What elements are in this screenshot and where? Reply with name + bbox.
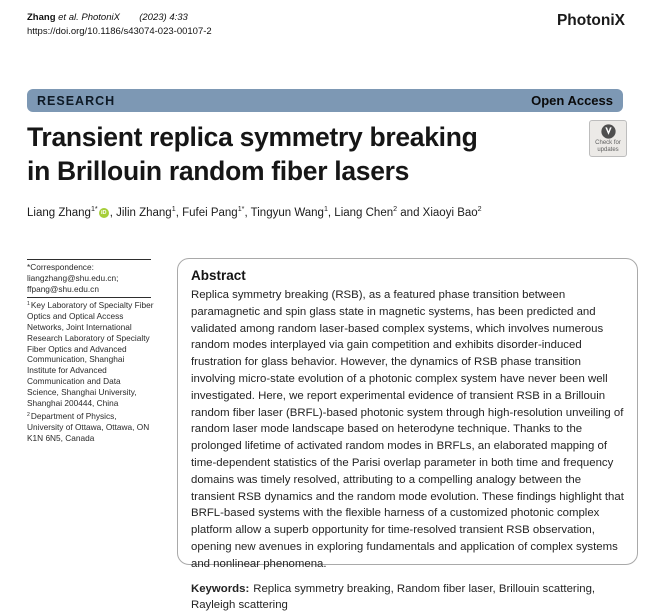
author: Tingyun Wang$^1$	[250, 205, 328, 219]
author: Xiaoyi Bao$^2$	[422, 205, 482, 219]
title-line-2: in Brillouin random fiber lasers	[27, 156, 410, 186]
check-for-updates-label: Check for updates	[595, 140, 621, 153]
author-separator: and	[397, 207, 423, 219]
citation-journal-italic: et al. PhotoniX	[58, 12, 120, 23]
correspondence-label: *Correspondence:	[27, 262, 94, 272]
doi-link[interactable]: https://doi.org/10.1186/s43074-023-00107-2	[27, 26, 212, 37]
citation-author: Zhang	[27, 12, 56, 23]
affiliation: $^2$Department of Physics, University of Ottawa, Ottawa, ON K1N 6N5, Canada	[27, 411, 150, 443]
author: Liang Zhang$^{1*}$	[27, 205, 98, 219]
sidebar-divider	[27, 259, 151, 260]
author: Fufei Pang$^{1*}$	[182, 205, 245, 219]
keywords-label: Keywords:	[191, 582, 250, 595]
author-separator: ,	[109, 207, 117, 219]
author-separator: ,	[175, 207, 183, 219]
sidebar-footnotes	[27, 259, 154, 447]
sidebar-divider	[27, 297, 151, 298]
article-type-label: RESEARCH	[37, 93, 116, 108]
keywords-line	[191, 581, 624, 614]
article-type-bar	[27, 89, 623, 112]
author-separator: ,	[327, 207, 335, 219]
correspondence-email[interactable]: liangzhang@shu.edu.cn;	[27, 272, 119, 283]
page-title	[27, 120, 478, 188]
affiliation: $^1$Key Laboratory of Specialty Fiber Optics and Optical Access Networks, Joint International Research Laboratory of Specialty Fiber Optics and Advanced Communication, Shanghai Institute for Advanced Communication and Data Science, Shanghai University, Shanghai 200444, China	[27, 300, 154, 408]
abstract-heading: Abstract	[191, 268, 246, 283]
author-list	[27, 207, 482, 219]
correspondence-block	[27, 262, 154, 294]
title-line-1: Transient replica symmetry breaking	[27, 122, 478, 152]
journal-logo: PhotoniX	[556, 12, 625, 29]
open-access-label: Open Access	[531, 93, 613, 108]
correspondence-email[interactable]: ffpang@shu.edu.cn	[27, 283, 99, 294]
check-for-updates-button[interactable]	[589, 120, 627, 157]
orcid-icon[interactable]: iD	[99, 208, 109, 218]
author-separator: ,	[244, 207, 251, 219]
keywords-text: Replica symmetry breaking, Random fiber laser, Brillouin scattering, Rayleigh scattering	[191, 582, 596, 612]
abstract-box	[177, 258, 638, 612]
author: Jilin Zhang$^1$	[116, 205, 176, 219]
abstract-body: Replica symmetry breaking (RSB), as a featured phase transition between paramagnetic and spin glass state in magnetic systems, has been predicted and validated among random laser-based complex systems, which involves numerous random modes interplayed via gain competition and exhibits disorder-induced frustration for glass behavior. However, the dynamics of RSB phase transition involving micro-state evolution of a photonic complex system have never been well investigated. Here, we report experimental evidence of transient RSB in a Brillouin random fiber laser (BRFL)-based photonic system through high-resolution unveiling of random laser mode landscape based on heterodyne technique. Thanks to the prolonged lifetime of activated random modes in BRFLs, an elaborated mapping of time-dependent statistics of the Parisi overlap parameter in both time and frequency domains was timely resolved, attributing to a compelling analogy between the transient RSB dynamics and the random mode evolution. These findings highlight that BRFL-based systems with the flexible harness of a customized photonic complex platform allow a superb opportunity for time-resolved transient RSB observation, opening new avenues in exploring fundamentals and application of complex systems and nonlinear phenomena.	[191, 289, 624, 570]
citation-detail: (2023) 4:33	[139, 12, 188, 23]
author: Liang Chen$^2$	[334, 205, 398, 219]
crossmark-icon	[601, 124, 616, 139]
citation-line	[27, 11, 188, 25]
